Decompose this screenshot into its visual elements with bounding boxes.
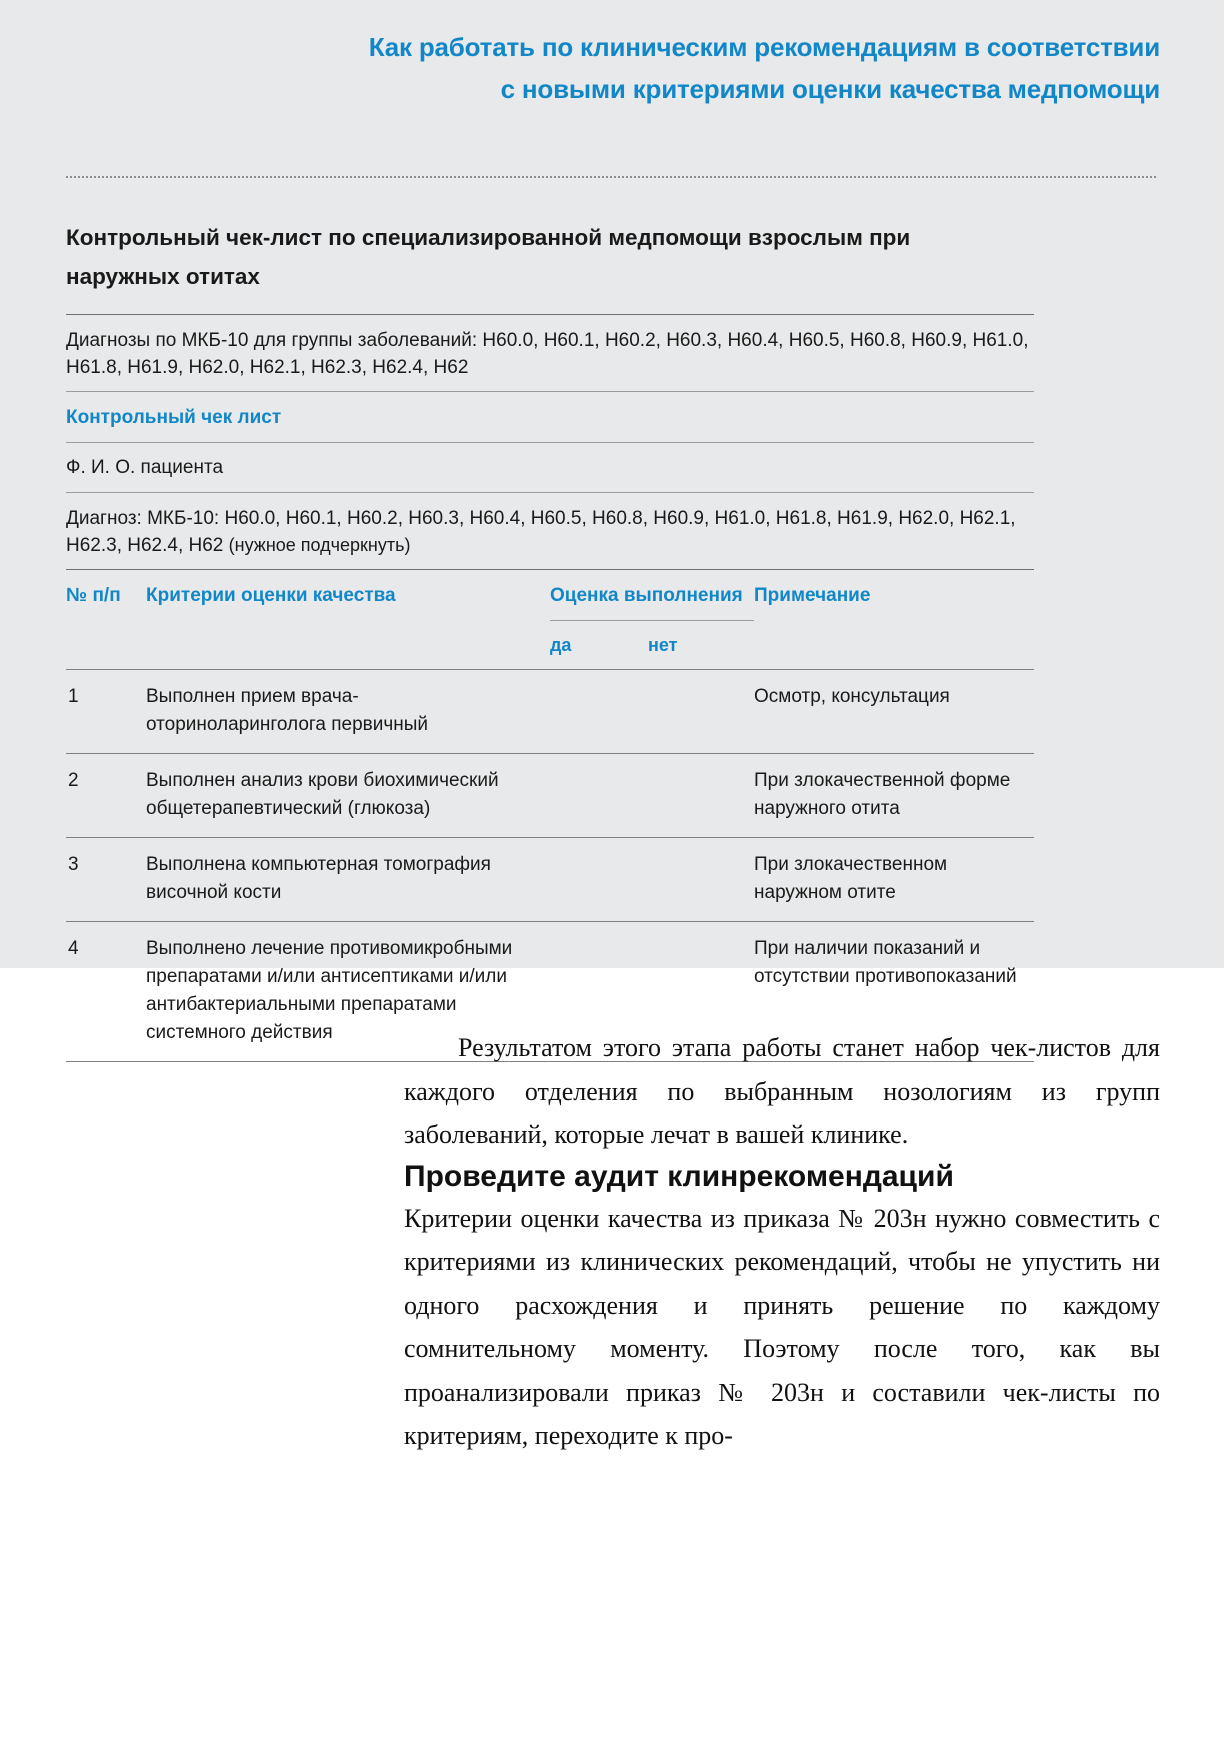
table-row [66,838,1034,922]
row-note: Осмотр, консультация [754,670,1034,754]
paragraph-1: Результатом этого этапа работы станет набор чек-листов для каждого отделения по выбранным нозологиям из групп заболеваний, которые лечат в вашей клинике. [404,1033,1160,1149]
row-criteria: Выполнен анализ крови биохимический общетерапевтический (глюкоза) [146,754,550,838]
row-no-cell[interactable] [648,754,754,838]
diagnosis-hint: (нужное подчеркнуть) [228,535,411,555]
row-number: 3 [66,838,146,922]
criteria-table-body [66,670,1034,1062]
header-no-answer: нет [648,621,754,670]
row-number: 2 [66,754,146,838]
header-criteria: Критерии оценки качества [146,585,396,606]
row-note: При наличии показаний и отсутствии противопоказаний [754,922,1034,1062]
row-yes-cell[interactable] [550,838,648,922]
row-no-cell[interactable] [648,838,754,922]
subheader-spacer-no [66,621,146,670]
row-criteria: Выполнена компьютерная томография височной кости [146,838,550,922]
header-yes: да [550,621,648,670]
criteria-header-row [66,570,1034,621]
row-criteria: Выполнен прием врача-оториноларинголога первичный [146,670,550,754]
header-note: Примечание [754,585,871,606]
table-row [66,754,1034,838]
row-yes-cell[interactable] [550,670,648,754]
row-criteria: Выполнено лечение противомикробными препаратами и/или антисептиками и/или антибактериальными препаратами системного действия [146,922,550,1062]
running-head-line-1: Как работать по клиническим рекомендациям в соответствии [368,32,1160,62]
criteria-subheader-row [66,621,1034,670]
row-yes-cell[interactable] [550,754,648,838]
body-copy [404,1026,1160,1458]
checklist-block [66,218,1034,1062]
header-no: № п/п [66,585,121,606]
row-number: 4 [66,922,146,1062]
paragraph-2: Критерии оценки качества из приказа № 203н нужно совместить с критериями из клинических рекомендаций, чтобы не упустить ни одного расхождения и принять решение по каждому сомнительному моменту. Поэтому после того, как вы проанализировали приказ № 203н и составили чек-листы по критериям, переходите к про- [404,1203,1160,1450]
subheader-spacer-criteria [146,621,550,670]
checklist-title: Контрольный чек-лист по специализированной медпомощи взрослым при наружных отитах [66,225,911,289]
header-evaluation: Оценка выполнения [550,585,743,606]
row-note: При злокачественном наружном отите [754,838,1034,922]
section-heading: Проведите аудит клинрекомендаций [404,1159,954,1193]
header-divider [66,176,1156,178]
running-head-line-2: с новыми критериями оценки качества медпомощи [500,74,1160,104]
row-number: 1 [66,670,146,754]
criteria-table [66,569,1034,1062]
running-head [64,26,1160,110]
patient-name-label: Ф. И. О. пациента [66,457,224,478]
checklist-section-label: Контрольный чек лист [66,407,282,428]
row-note: При злокачественной форме наружного отита [754,754,1034,838]
criteria-table-head [66,570,1034,670]
table-row [66,670,1034,754]
row-no-cell[interactable] [648,670,754,754]
diagnosis-label: Диагноз: МКБ-10: H60.0, H60.1, H60.2, H60.3, H60.4, H60.5, H60.8, H60.9, H61.0, H61.8, H61.9, H62.0, H62.1, H62.3, H62.4, H62 [66,508,1016,556]
subheader-spacer-note [754,621,1034,670]
diagnosis-row [66,493,1034,569]
diagnoses-group-label: Диагнозы по МКБ-10 для группы заболеваний: H60.0, H60.1, H60.2, H60.3, H60.4, H60.5, H60.8, H60.9, H61.0, H61.8, H61.9, H62.0, H62.1, H62.3, H62.4, H62 [66,330,1029,378]
